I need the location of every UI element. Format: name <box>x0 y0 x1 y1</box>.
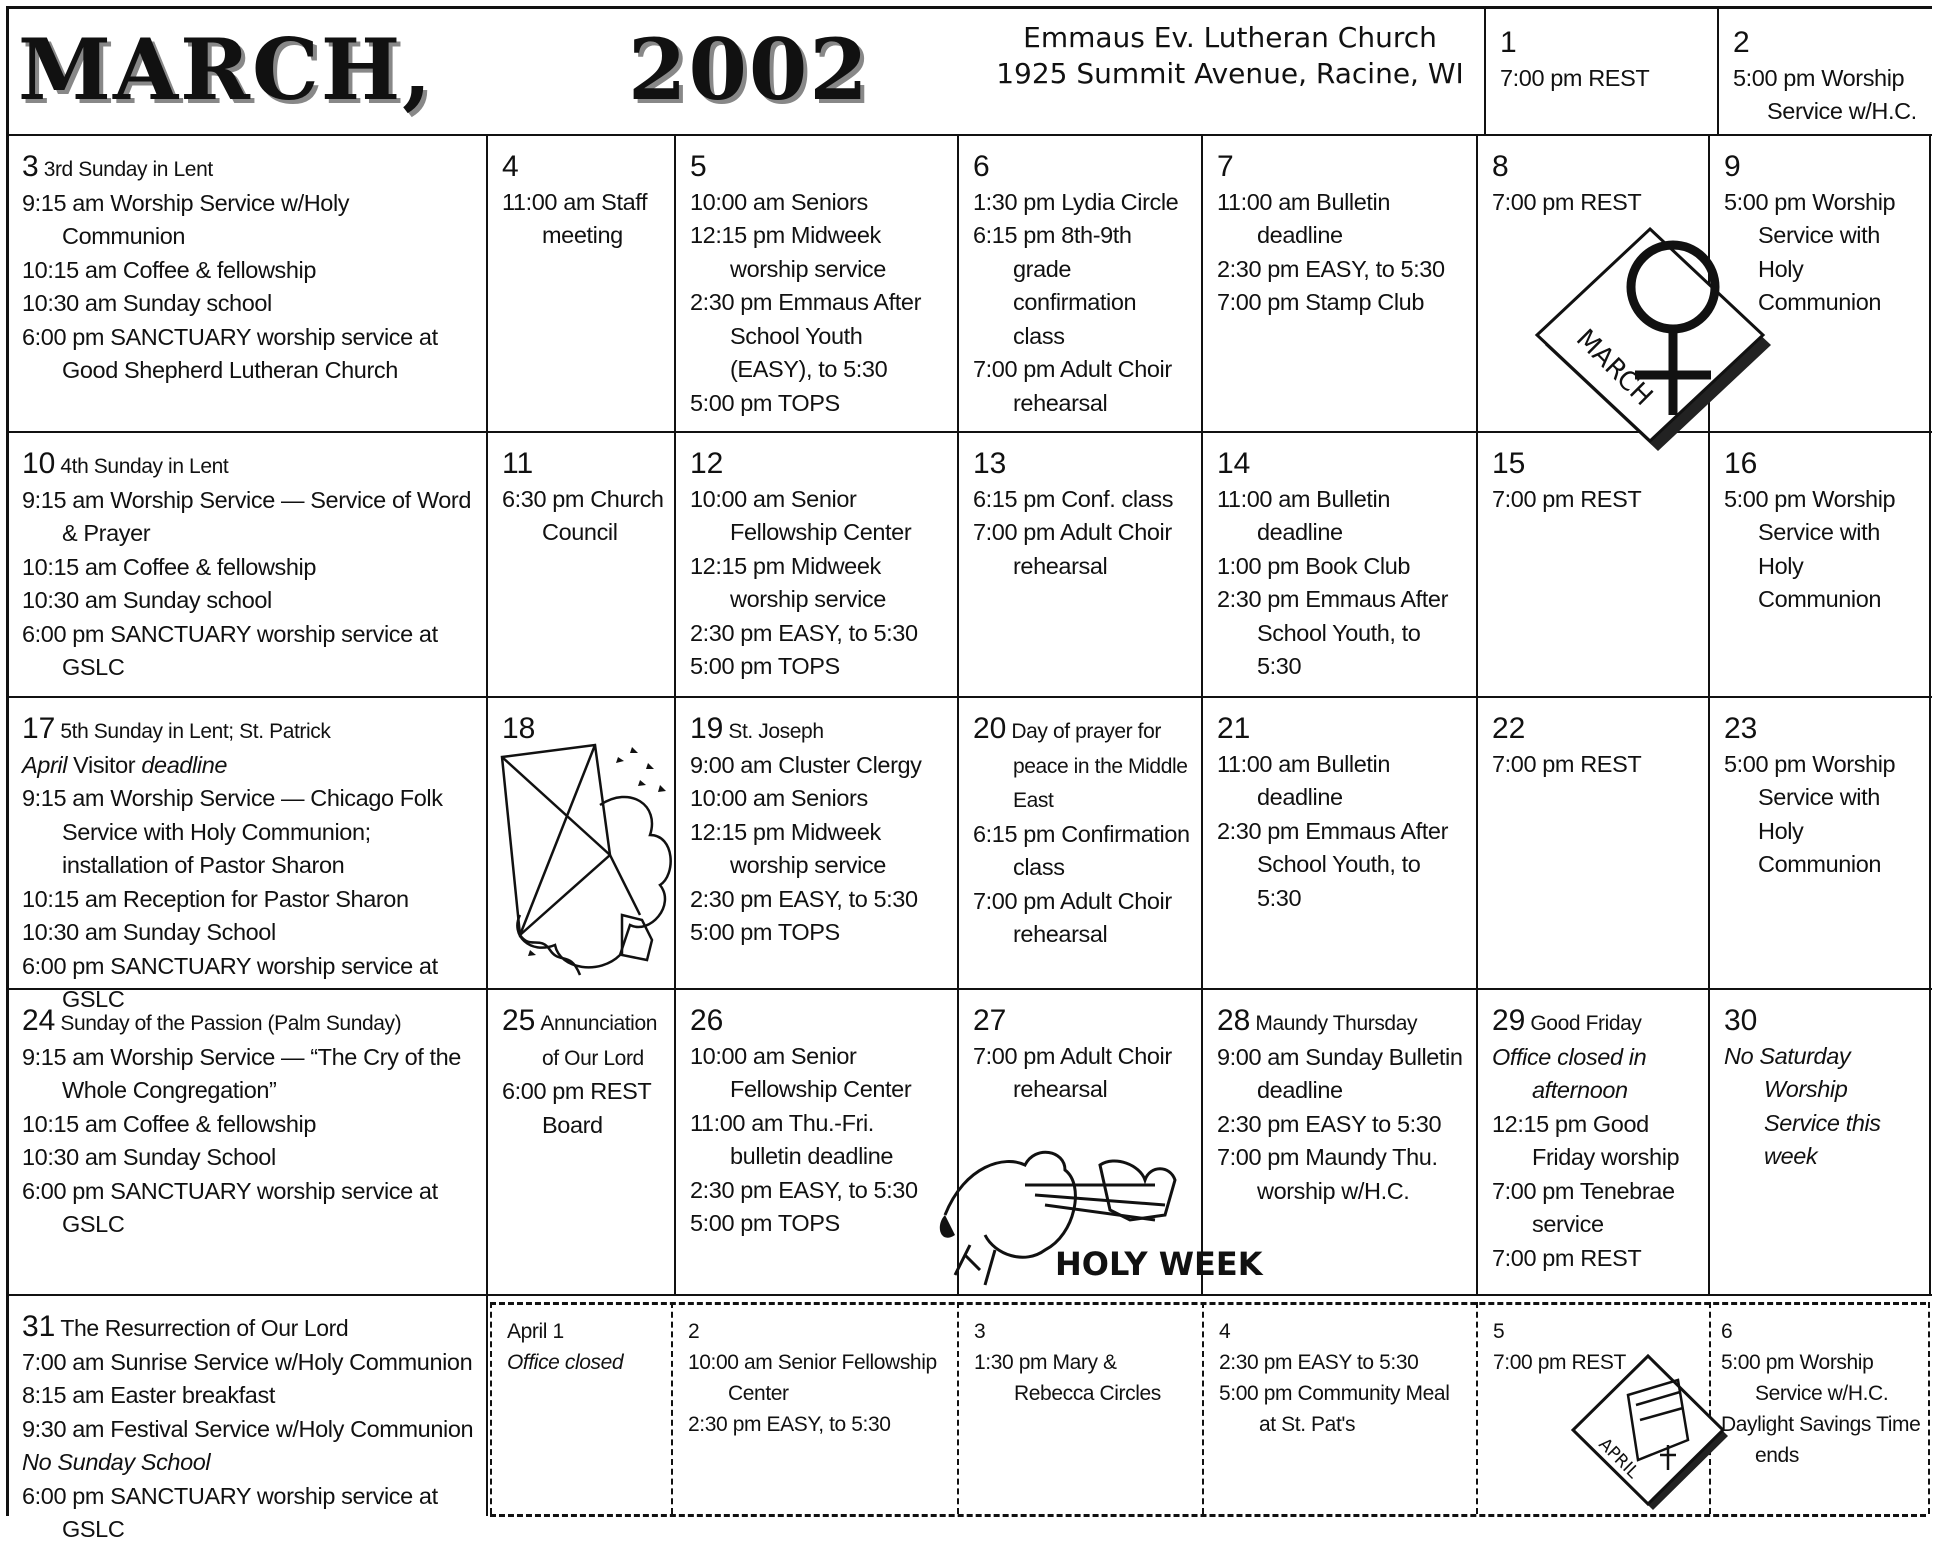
event: 5:00 pm TOPS <box>690 1210 840 1236</box>
event: 1:30 pm Lydia Circle <box>973 188 1179 215</box>
event: 7:00 pm REST <box>1500 64 1650 91</box>
grid-line <box>486 134 488 1516</box>
event: 11:00 am Thu.-Fri. bulletin deadline <box>690 1109 894 1169</box>
day-cell-19 <box>677 702 957 990</box>
day-number: 8 <box>1492 150 1509 183</box>
event: 11:00 am Bulletin deadline <box>1217 750 1391 810</box>
day-cell-22 <box>1479 702 1709 990</box>
day-cell-30 <box>1711 994 1931 1294</box>
day-number: 27 <box>973 1004 1007 1037</box>
day-cell-april-6 <box>1713 1306 1931 1506</box>
event: 5:00 pm Community Meal at St. Pat's <box>1219 1382 1450 1436</box>
day-number: 6 <box>1721 1320 1733 1343</box>
day-cell-16 <box>1711 437 1931 695</box>
event: 2:30 pm EASY, to 5:30 <box>690 619 918 646</box>
event-italic: No Saturday Worship Service this week <box>1724 1042 1881 1169</box>
day-cell-april-4 <box>1206 1306 1476 1506</box>
event: 2:30 pm EASY to 5:30 <box>1217 1110 1442 1137</box>
day-cell-31 <box>9 1300 484 1542</box>
day-cell-17 <box>9 702 484 1012</box>
day-number: 4 <box>1219 1320 1231 1343</box>
event: 11:00 am Bulletin deadline <box>1217 188 1391 248</box>
event: 5:00 pm Worship Service w/H.C. <box>1721 1351 1889 1405</box>
event-italic: deadline <box>141 751 228 778</box>
year-title: 2002 <box>628 20 870 119</box>
day-cell-13 <box>960 437 1200 695</box>
event: 2:30 pm Emmaus After School Youth, to 5:30 <box>1217 817 1449 911</box>
event: 10:15 am Coffee & fellowship <box>22 256 317 283</box>
event: 5:00 pm TOPS <box>690 653 840 679</box>
event: 5:00 pm Worship Service w/H.C. <box>1733 64 1917 124</box>
day-cell-21 <box>1204 702 1476 990</box>
event: 7:00 pm Adult Choir rehearsal <box>973 356 1172 416</box>
event: 6:15 pm 8th-9th grade confirmation class <box>973 222 1137 349</box>
day-number: 16 <box>1724 447 1758 480</box>
event: 7:00 pm Adult Choir rehearsal <box>973 887 1172 947</box>
event: 10:00 am Seniors <box>690 188 868 215</box>
event: 6:15 pm Confirmation class <box>973 820 1190 880</box>
day-number: 7 <box>1217 150 1234 183</box>
event: 9:00 am Cluster Clergy <box>690 751 922 778</box>
event: 10:30 am Sunday school <box>22 290 272 316</box>
day-cell-10 <box>9 437 484 695</box>
april-diamond-icon <box>1568 1350 1728 1520</box>
day-number: 29 <box>1492 1004 1526 1037</box>
event: 7:00 am Sunrise Service w/Holy Communion <box>22 1348 473 1375</box>
event: 7:00 pm Tenebrae service <box>1492 1177 1675 1237</box>
day-cell-3 <box>9 140 484 430</box>
day-number: 28 <box>1217 1004 1251 1037</box>
april-diamond-label: APRIL <box>1594 1434 1643 1483</box>
holy-week-label: HOLY WEEK <box>1055 1245 1263 1283</box>
event: 7:00 pm REST <box>1493 1351 1626 1374</box>
event: 9:30 am Festival Service w/Holy Communion <box>22 1415 474 1442</box>
day-number: 3 <box>974 1320 986 1343</box>
grid-line <box>6 696 1932 698</box>
day-number: 13 <box>973 447 1007 480</box>
church-address: 1925 Summit Avenue, Racine, WI <box>996 57 1464 90</box>
day-number: April 1 <box>507 1320 564 1343</box>
day-number: 20 <box>973 712 1007 745</box>
event: 5:00 pm TOPS <box>690 389 840 416</box>
church-name: Emmaus Ev. Lutheran Church <box>1023 21 1437 54</box>
day-number: 12 <box>690 447 724 480</box>
event: 12:15 pm Midweek worship service <box>690 552 886 612</box>
day-number: 5 <box>690 150 707 183</box>
grid-line <box>1717 6 1719 134</box>
day-cell-5 <box>677 140 957 430</box>
event: 6:00 pm REST Board <box>502 1078 651 1138</box>
event: 1:30 pm Mary & Rebecca Circles <box>974 1351 1161 1405</box>
event: 6:00 pm SANCTUARY worship service at GSLC <box>22 620 438 680</box>
day-number: 18 <box>502 712 536 745</box>
grid-line <box>1484 6 1486 134</box>
event: 2:30 pm EASY, to 5:30 <box>688 1413 891 1436</box>
event: 6:00 pm SANCTUARY worship service at GSLC <box>22 952 438 1012</box>
day-number: 2 <box>688 1320 700 1343</box>
day-number: 2 <box>1733 26 1750 59</box>
event: 6:00 pm SANCTUARY worship service at GSLC <box>22 1177 438 1237</box>
day-number: 14 <box>1217 447 1251 480</box>
event: 11:00 am Bulletin deadline <box>1217 485 1391 545</box>
event-italic: April <box>22 751 68 778</box>
event: 10:15 am Coffee & fellowship <box>22 553 317 580</box>
event: Daylight Savings Time ends <box>1721 1413 1921 1467</box>
event: 10:00 am Senior Fellowship Center <box>690 485 912 545</box>
grid-line <box>6 6 1932 9</box>
day-cell-4 <box>489 140 674 430</box>
day-number: 1 <box>1500 26 1517 59</box>
grid-line <box>957 1302 959 1514</box>
grid-line <box>1202 1302 1204 1514</box>
event: 9:15 am Worship Service w/Holy Communion <box>22 189 350 249</box>
day-note: Good Friday <box>1530 1012 1642 1035</box>
day-number: 6 <box>973 150 990 183</box>
event: 2:30 pm EASY, to 5:30 <box>1217 255 1445 282</box>
grid-line <box>1201 134 1203 1294</box>
day-note: The Resurrection of Our Lord <box>60 1315 349 1341</box>
event: 7:00 pm Adult Choir rehearsal <box>973 1042 1172 1102</box>
day-number: 23 <box>1724 712 1758 745</box>
event: 6:15 pm Conf. class <box>973 485 1174 512</box>
day-note: 5th Sunday in Lent; St. Patrick <box>60 720 331 743</box>
event-italic: Office closed in afternoon <box>1492 1043 1647 1103</box>
grid-line <box>1476 134 1478 1294</box>
event: 6:00 pm SANCTUARY worship service at Good Shepherd Lutheran Church <box>22 323 438 383</box>
event: 7:00 pm REST <box>1492 188 1642 215</box>
event: 9:15 am Worship Service — Service of Word & Prayer <box>22 486 471 546</box>
event: Visitor <box>73 751 136 778</box>
event: 2:30 pm Emmaus After School Youth (EASY), to 5:30 <box>690 289 922 382</box>
day-cell-april-1 <box>494 1306 670 1506</box>
day-note: Annunciation of Our Lord <box>540 1012 658 1070</box>
holy-week-icon <box>925 1125 1263 1300</box>
day-cell-6 <box>960 140 1200 430</box>
event: 2:30 pm EASY, to 5:30 <box>690 1176 918 1203</box>
event: 7:00 pm REST <box>1492 1244 1642 1271</box>
event-italic: Office closed <box>507 1351 624 1374</box>
day-cell-11 <box>489 437 674 695</box>
event: 10:00 am Senior Fellowship Center <box>690 1042 912 1102</box>
grid-line <box>1476 1302 1478 1514</box>
event: 2:30 pm EASY to 5:30 <box>1219 1351 1419 1374</box>
day-note: Maundy Thursday <box>1255 1012 1418 1035</box>
day-number: 25 <box>502 1004 536 1037</box>
day-cell-20 <box>960 702 1200 990</box>
event: 9:15 am Worship Service — “The Cry of the Whole Congregation” <box>22 1043 461 1103</box>
day-cell-april-3 <box>961 1306 1201 1506</box>
event: 7:00 pm Adult Choir rehearsal <box>973 519 1172 579</box>
event: 5:00 pm TOPS <box>690 919 840 945</box>
day-number: 5 <box>1493 1320 1505 1343</box>
event: 10:30 am Sunday School <box>22 1144 276 1170</box>
event: 6:00 pm SANCTUARY worship service at GSLC <box>22 1482 438 1542</box>
day-number: 21 <box>1217 712 1251 745</box>
day-number: 19 <box>690 712 724 745</box>
day-cell-29 <box>1479 994 1709 1294</box>
event: 8:15 am Easter breakfast <box>22 1382 275 1408</box>
day-cell-7 <box>1204 140 1476 430</box>
event: 10:30 am Sunday School <box>22 919 276 945</box>
day-number: 30 <box>1724 1004 1758 1037</box>
day-cell-25 <box>489 994 674 1294</box>
event: 9:15 am Worship Service — Chicago Folk Service with Holy Communion; installation of Pastor Sharon <box>22 785 443 878</box>
day-number: 24 <box>22 1004 56 1037</box>
day-cell-24 <box>9 994 484 1294</box>
march-diamond-label: MARCH <box>1570 323 1659 412</box>
day-note: Day of prayer for peace in the Middle East <box>1011 720 1188 812</box>
event: 12:15 pm Good Friday worship <box>1492 1110 1680 1170</box>
event: 5:00 pm Worship Service with Holy Communion <box>1724 188 1896 315</box>
day-cell-april-2 <box>675 1306 957 1506</box>
event: 10:15 am Coffee & fellowship <box>22 1110 317 1137</box>
event: 1:00 pm Book Club <box>1217 552 1411 579</box>
event: 2:30 pm Emmaus After School Youth, to 5:30 <box>1217 586 1449 679</box>
church-info <box>995 20 1465 92</box>
grid-line <box>490 1302 492 1514</box>
day-note: St. Joseph <box>728 720 824 743</box>
event: 5:00 pm Worship Service with Holy Communion <box>1724 485 1896 612</box>
day-note: 4th Sunday in Lent <box>60 455 229 478</box>
event: 10:00 am Seniors <box>690 785 868 811</box>
day-note: Sunday of the Passion (Palm Sunday) <box>60 1012 402 1035</box>
day-cell-2 <box>1720 16 1930 134</box>
grid-line <box>957 134 959 1294</box>
day-number: 9 <box>1724 150 1741 183</box>
day-cell-12 <box>677 437 957 695</box>
day-cell-1 <box>1487 16 1715 134</box>
event: 5:00 pm Worship Service with Holy Communion <box>1724 750 1896 877</box>
day-number: 11 <box>502 447 534 480</box>
grid-line <box>671 1302 673 1514</box>
event-italic: No Sunday School <box>22 1449 211 1475</box>
grid-line <box>6 134 1932 136</box>
day-cell-14 <box>1204 437 1476 695</box>
event: 10:15 am Reception for Pastor Sharon <box>22 885 409 912</box>
event: 12:15 pm Midweek worship service <box>690 222 886 282</box>
day-number: 15 <box>1492 447 1526 480</box>
day-cell-23 <box>1711 702 1931 990</box>
event: 10:00 am Senior Fellowship Center <box>688 1351 937 1405</box>
event: 7:00 pm REST <box>1492 485 1642 512</box>
event: 7:00 pm Stamp Club <box>1217 289 1425 315</box>
event: 6:30 pm Church Council <box>502 485 664 545</box>
day-number: 10 <box>22 447 56 480</box>
event: 12:15 pm Midweek worship service <box>690 818 886 878</box>
day-number: 31 <box>22 1310 56 1343</box>
day-note: 3rd Sunday in Lent <box>43 158 213 181</box>
month-title: MARCH, <box>18 20 434 119</box>
day-cell-15 <box>1479 437 1709 695</box>
day-cell-26 <box>677 994 957 1294</box>
day-number: 4 <box>502 150 519 183</box>
day-number: 26 <box>690 1004 724 1037</box>
event: 7:00 pm Maundy Thu. worship w/H.C. <box>1217 1144 1438 1204</box>
day-number: 17 <box>22 712 56 745</box>
grid-line <box>674 134 676 1294</box>
event: 7:00 pm REST <box>1492 750 1642 777</box>
day-number: 22 <box>1492 712 1526 745</box>
kite-icon <box>500 735 676 990</box>
march-diamond-icon <box>1515 215 1775 475</box>
calendar-title <box>18 14 978 124</box>
event: 11:00 am Staff meeting <box>502 188 648 248</box>
event: 9:00 am Sunday Bulletin deadline <box>1217 1043 1463 1103</box>
event: 10:30 am Sunday school <box>22 587 272 613</box>
event: 2:30 pm EASY, to 5:30 <box>690 885 918 912</box>
day-number: 3 <box>22 150 39 183</box>
